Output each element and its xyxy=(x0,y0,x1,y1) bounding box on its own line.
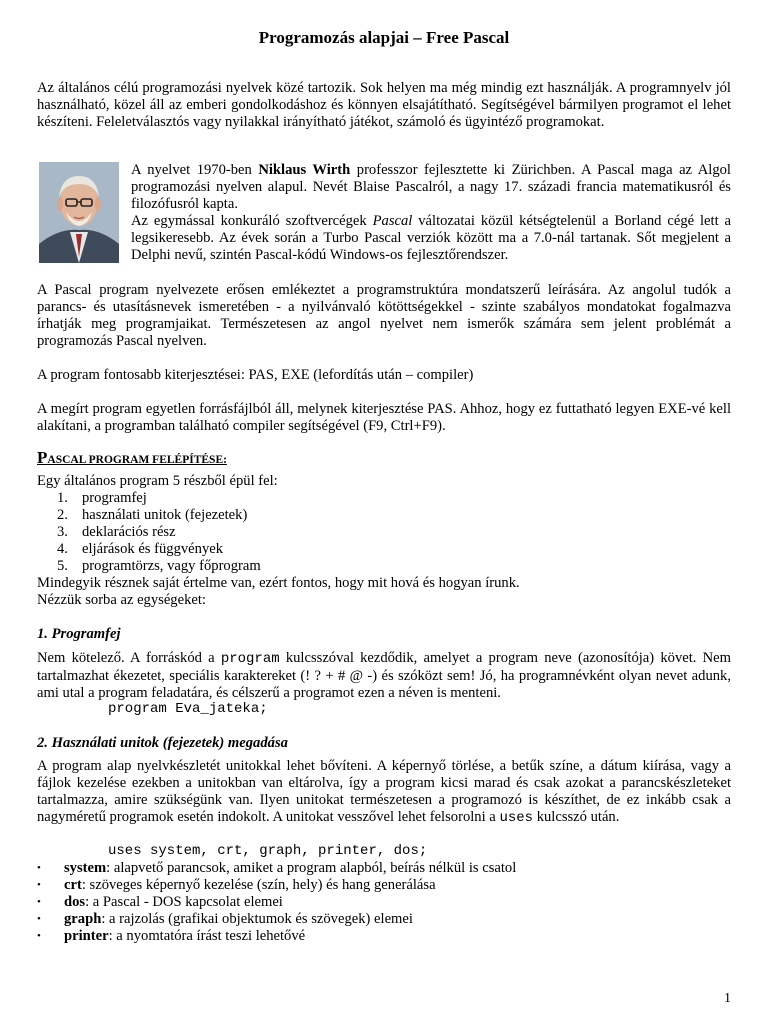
wirth-text-b: professzor fejlesztette ki Zürichben. A Pascal maga az Algol programozási nyelven alapul. Nevét Blaise Pascalról, a nagy 17. századi francia matematikusról és filozófusról kapta. xyxy=(131,162,731,212)
unit-name: dos xyxy=(64,894,86,910)
intro-paragraph: Az általános célú programozási nyelvek közé tartozik. Sok helyen ma még mindig ezt használják. A programnyelv jól használható, közel áll az emberi gondolkodáshoz és könnyen elsajátítható. Segítségével bármilyen programot el lehet készíteni. Feleletválasztós vagy nyilakkal irányítható játékot, számoló és ügyintéző programokat. xyxy=(37,80,731,130)
section-2-heading: 2. Használati unitok (fejezetek) megadása xyxy=(37,735,288,751)
list-number: 3. xyxy=(57,524,68,540)
section-heading-initial: P xyxy=(37,448,48,467)
bullet-icon: • xyxy=(37,930,41,942)
wirth-text-a: A nyelvet 1970-ben xyxy=(131,162,259,178)
program-keyword: program xyxy=(220,651,280,667)
unit-list-item xyxy=(37,860,516,877)
section-heading xyxy=(37,448,227,468)
extensions-paragraph: A program fontosabb kiterjesztései: PAS, EXE (lefordítás után – compiler) xyxy=(37,367,474,383)
list-item xyxy=(57,541,223,558)
sec1-text-b: kulcsszóval kezdődik, amelyet a program neve (azonosítója) követ. Nem tartalmazhat ékezetet, speciális karaktereket (! ? + # @ -) és szóközt sem! Jó, ha programnévként olyan nevet adunk, ami utal a program feladatára, és célszerű a programot ezen a néven is menteni. xyxy=(37,650,731,701)
wirth-name: Niklaus Wirth xyxy=(258,162,351,178)
niklaus-wirth-photo xyxy=(39,162,119,263)
unit-name: system xyxy=(64,860,107,876)
section-1-heading: 1. Programfej xyxy=(37,626,121,642)
unit-name: graph xyxy=(64,911,102,927)
list-label: deklarációs rész xyxy=(82,524,176,540)
page-number: 1 xyxy=(724,991,731,1006)
unit-description: : a nyomtatóra írást teszi lehetővé xyxy=(108,928,306,944)
bullet-icon: • xyxy=(37,879,41,891)
unit-description: : a Pascal - DOS kapcsolat elemei xyxy=(85,894,283,910)
unit-description: : szöveges képernyő kezelése (szín, hely) és hang generálása xyxy=(81,877,436,893)
parts-after-line-2: Nézzük sorba az egységeket: xyxy=(37,592,206,608)
unit-name: printer xyxy=(64,928,109,944)
unit-description: : alapvető parancsok, amiket a program alapból, beírás nélkül is csatol xyxy=(106,860,517,876)
sec2-text-a: A program alap nyelvkészletét unitokkal lehet bővíteni. A képernyő törlése, a betűk színe, a dátum kiírása, vagy a fájlok kezelése ezekben a unitokban van eltárolva, így a program kicsi marad és csak azokat a parancskészleteket tartalmazza, amire szükségünk van. Ilyen unitokat természetesen a programozó is készíthet, de ez inkább csak a nagyméretű programok esetén indokolt. A unitokat vesszővel lehet felsorolni a xyxy=(37,758,731,825)
page-title: Programozás alapjai – Free Pascal xyxy=(258,28,510,47)
unit-description: : a rajzolás (grafikai objektumok és szövegek) elemei xyxy=(101,911,413,927)
unit-list-item xyxy=(37,911,413,928)
list-item xyxy=(57,558,261,575)
unit-list-item xyxy=(37,894,283,911)
list-number: 2. xyxy=(57,507,68,523)
list-number: 5. xyxy=(57,558,68,574)
bullet-icon: • xyxy=(37,896,41,908)
list-label: programfej xyxy=(82,490,147,506)
pascal-emphasis: Pascal xyxy=(372,213,413,229)
portrait-image xyxy=(39,162,119,263)
parts-intro: Egy általános program 5 részből épül fel: xyxy=(37,473,278,489)
borland-text-b: változatai közül kétségtelenül a Borland cégé lett a legsikeresebb. Az évek során a Turbo Pascal verziók között ma a 7.0-nál tartanak. Sőt megjelent a Delphi nevű, szintén Pascal-kódú Windows-os fejlesztőrendszer. xyxy=(131,213,732,263)
uses-keyword: uses xyxy=(499,810,534,826)
list-number: 1. xyxy=(57,490,68,506)
list-item xyxy=(57,490,147,507)
sec1-text-a: Nem kötelező. A forráskód a xyxy=(37,650,221,666)
wirth-paragraph-2 xyxy=(131,213,731,264)
list-label: használati unitok (fejezetek) xyxy=(82,507,248,523)
code-example-uses: uses system, crt, graph, printer, dos; xyxy=(108,843,428,859)
list-label: programtörzs, vagy főprogram xyxy=(82,558,261,574)
wirth-paragraph-1 xyxy=(131,162,731,213)
section-1-paragraph xyxy=(37,650,731,702)
bullet-icon: • xyxy=(37,913,41,925)
unit-list-item xyxy=(37,877,436,894)
section-2-paragraph xyxy=(37,758,731,827)
unit-name: crt xyxy=(64,877,82,893)
list-label: eljárások és függvények xyxy=(82,541,224,557)
code-example-program: program Eva_jateka; xyxy=(108,701,268,717)
unit-list-item xyxy=(37,928,305,945)
sec2-text-b: kulcsszó után. xyxy=(533,809,620,825)
source-file-paragraph: A megírt program egyetlen forrásfájlból áll, melynek kiterjesztése PAS. Ahhoz, hogy ez futtatható legyen EXE-vé kell alakítani, a programban található compiler segítségével (F9, Ctrl+F9). xyxy=(37,401,731,434)
borland-text-a: Az egymással konkuráló szoftvercégek xyxy=(131,213,373,229)
list-number: 4. xyxy=(57,541,68,557)
bullet-icon: • xyxy=(37,862,41,874)
structure-paragraph: A Pascal program nyelvezete erősen emlékeztet a programstruktúra mondatszerű leírására. Az angolul tudók a parancs- és utasításnevek ismeretében - a nyilvánvaló kötöttségekkel - szinte szabályos mondatokat fogalmazva írhatják meg programjaikat. Természetesen az angol nyelvet nem ismerők számára sem jelent problémát a programozás Pascal nyelven. xyxy=(37,282,731,349)
list-item xyxy=(57,524,176,541)
parts-after-line-1: Mindegyik résznek saját értelme van, ezért fontos, hogy mit hová és hogyan írunk. xyxy=(37,575,520,591)
list-item xyxy=(57,507,247,524)
section-heading-rest: ASCAL PROGRAM FELÉPÍTÉSE: xyxy=(47,454,227,466)
